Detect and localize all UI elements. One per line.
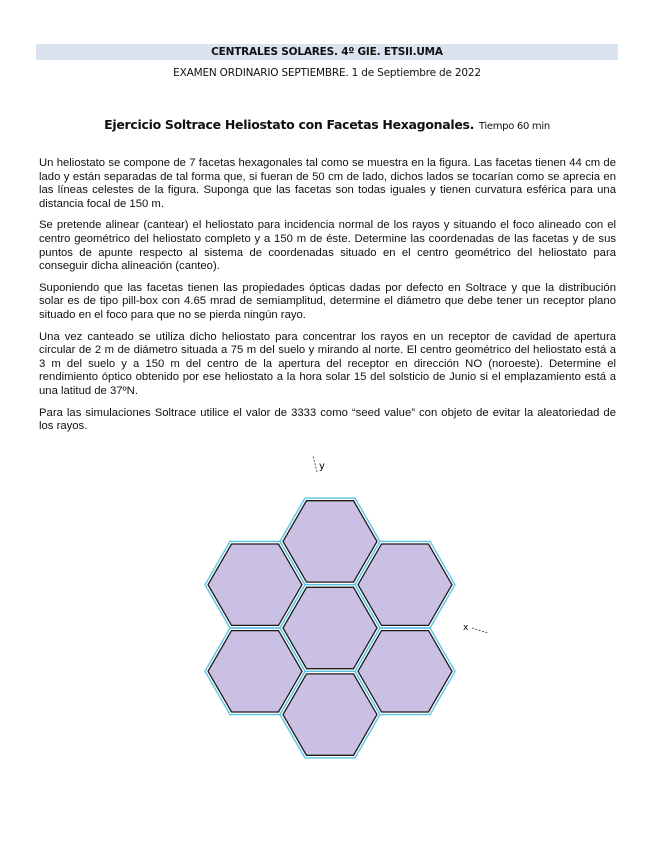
paragraph-2: Se pretende alinear (cantear) el heliostato para incidencia normal de los rayos y situando el foco alineado con el centro geométrico del heliostato completo y a 150 m de éste. Determine las coordenadas de las facetas y de sus puntos de apunte respecto al sistema de coordenadas situado en el centro geométrico del heliostato para conseguir dicha alineación (canteo). [39, 219, 616, 273]
paragraph-1: Un heliostato se compone de 7 facetas hexagonales tal como se muestra en la figura. Las facetas tienen 44 cm de lado y están separadas de tal forma que, si fueran de 50 cm de lado, dichos lados se tocarían como se aprecia en las líneas celestes de la figura. Suponga que las facetas son todas iguales y tienen curvatura esférica para una distancia focal de 150 m. [39, 157, 616, 210]
facet-group [205, 498, 455, 758]
paragraph-4: Una vez canteado se utiliza dicho heliostato para concentrar los rayos en un receptor de cavidad de apertura circular de 2 m de diámetro situada a 75 m del suelo y mirando al norte. El centro geométrico del heliostato está a 3 m del suelo y a 150 m del centro de la apertura del receptor en dirección NO (noroeste). Determine el rendimiento óptico obtenido por ese heliostato a la hora solar 15 del solsticio de Junio si el emplazamiento está a una latitud de 37ºN. [39, 330, 616, 397]
paragraph-5: Para las simulaciones Soltrace utilice el valor de 3333 como “seed value” con objeto de evitar la aleatoriedad de los rayos. [39, 406, 616, 433]
exercise-title-text: Ejercicio Soltrace Heliostato con Facetas Hexagonales. [104, 117, 475, 132]
x-axis-line [472, 628, 488, 633]
exercise-title [36, 114, 618, 133]
hexagon-diagram [160, 450, 500, 790]
x-axis-label: x [463, 623, 469, 633]
course-header: CENTRALES SOLARES. 4º GIE. ETSII.UMA [36, 44, 618, 60]
exercise-statement [39, 157, 616, 442]
exercise-time: Tiempo 60 min [478, 121, 550, 132]
heliostat-figure [160, 450, 500, 790]
exam-subheader: EXAMEN ORDINARIO SEPTIEMBRE. 1 de Septiembre de 2022 [173, 67, 481, 79]
y-axis-line [313, 456, 317, 472]
y-axis-label: y [319, 461, 325, 472]
paragraph-3: Suponiendo que las facetas tienen las propiedades ópticas dadas por defecto en Soltrace y que la distribución solar es de tipo pill-box con 4.65 mrad de semiamplitud, determine el diámetro que debe tener un receptor plano situado en el foco para que no se pierda ningún rayo. [39, 281, 616, 321]
